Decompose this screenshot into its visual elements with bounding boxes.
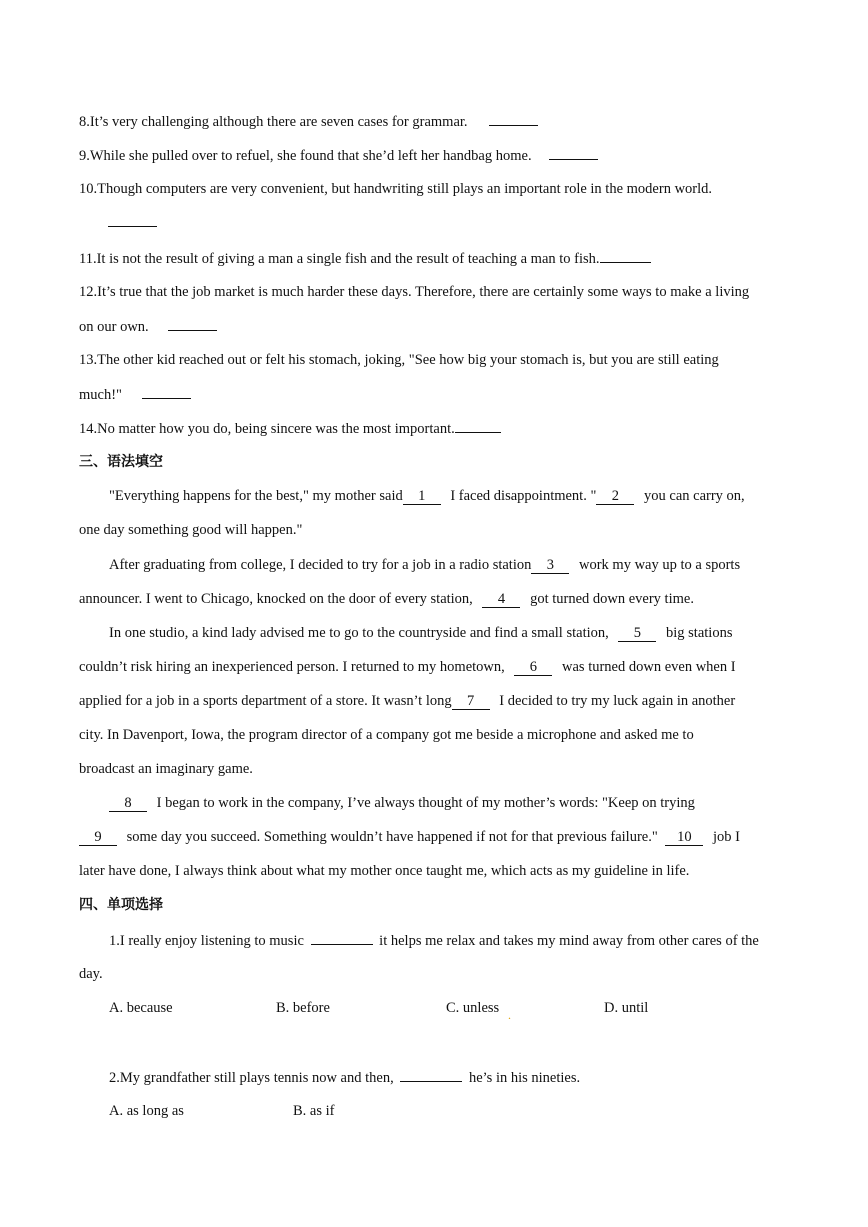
answer-blank[interactable]	[142, 384, 191, 399]
section-heading-grammar-fill: 三、语法填空	[79, 454, 163, 470]
answer-blank[interactable]	[600, 248, 651, 263]
passage-line: announcer. I went to Chicago, knocked on the door of every station, 4 got turned down every time.	[79, 591, 694, 607]
option-d[interactable]: D. until	[604, 1000, 649, 1016]
passage-line: later have done, I always think about what my mother once taught me, which acts as my guideline in life.	[79, 863, 690, 879]
blank-10[interactable]: 10	[665, 829, 703, 846]
blank-1[interactable]: 1	[403, 488, 441, 505]
question-13-cont: much!"	[79, 384, 191, 405]
mc-question-2: 2.My grandfather still plays tennis now and then, he’s in his nineties.	[109, 1067, 580, 1088]
passage-line: city. In Davenport, Iowa, the program director of a company got me beside a microphone and asked me to	[79, 727, 694, 743]
answer-blank[interactable]	[311, 930, 373, 945]
option-b[interactable]: B. before	[276, 1000, 330, 1016]
question-8: 8.It’s very challenging although there are seven cases for grammar.	[79, 111, 538, 132]
blank-8[interactable]: 8	[109, 795, 147, 812]
blank-5[interactable]: 5	[618, 625, 656, 642]
answer-blank[interactable]	[455, 418, 501, 433]
passage-line: After graduating from college, I decided to try for a job in a radio station 3 work my way up to a sports	[109, 557, 741, 573]
passage-line: "Everything happens for the best," my mother said 1 I faced disappointment. " 2 you can carry on,	[109, 488, 745, 504]
passage-line: broadcast an imaginary game.	[79, 761, 253, 777]
blank-3[interactable]: 3	[531, 557, 569, 574]
question-10-blank-line	[79, 212, 157, 233]
mc-question-1: 1.I really enjoy listening to music it helps me relax and takes my mind away from other cares of the	[109, 930, 759, 951]
passage-line: In one studio, a kind lady advised me to go to the countryside and find a small station, 5 big stations	[109, 625, 733, 641]
question-14: 14.No matter how you do, being sincere was the most important.	[79, 418, 501, 439]
option-a[interactable]: A. as long as	[109, 1103, 184, 1119]
option-b[interactable]: B. as if	[293, 1103, 335, 1119]
question-10: 10.Though computers are very convenient, but handwriting still plays an important role in the modern world.	[79, 181, 713, 197]
passage-line: applied for a job in a sports department of a store. It wasn’t long 7 I decided to try my luck again in another	[79, 693, 736, 709]
blank-9[interactable]: 9	[79, 829, 117, 846]
option-a[interactable]: A. because	[109, 1000, 173, 1016]
passage-line: couldn’t risk hiring an inexperienced person. I returned to my hometown, 6 was turned down even when I	[79, 659, 736, 675]
answer-blank[interactable]	[489, 111, 538, 126]
blank-2[interactable]: 2	[596, 488, 634, 505]
answer-blank[interactable]	[400, 1067, 462, 1082]
passage-line: one day something good will happen."	[79, 522, 303, 538]
passage-line: 9 some day you succeed. Something wouldn’t have happened if not for that previous failure." 10 job I	[79, 827, 740, 847]
answer-blank[interactable]	[168, 316, 217, 331]
question-12-cont: on our own.	[79, 316, 217, 337]
blank-4[interactable]: 4	[482, 591, 520, 608]
blank-7[interactable]: 7	[452, 693, 490, 710]
answer-blank[interactable]	[549, 145, 598, 160]
question-12: 12.It’s true that the job market is much harder these days. Therefore, there are certainly some ways to make a living	[79, 284, 750, 300]
question-13: 13.The other kid reached out or felt his stomach, joking, "See how big your stomach is, but you are still eating	[79, 352, 719, 368]
mark-dot-icon: .	[508, 1008, 511, 1022]
blank-6[interactable]: 6	[514, 659, 552, 676]
question-9: 9.While she pulled over to refuel, she found that she’d left her handbag home.	[79, 145, 598, 166]
passage-line: 8 I began to work in the company, I’ve always thought of my mother’s words: "Keep on trying	[109, 793, 695, 813]
section-heading-multiple-choice: 四、单项选择	[79, 897, 163, 913]
option-c[interactable]: C. unless	[446, 1000, 500, 1016]
answer-blank[interactable]	[108, 212, 157, 227]
question-11: 11.It is not the result of giving a man a single fish and the result of teaching a man to fish.	[79, 248, 651, 269]
mc-question-1-cont: day.	[79, 966, 103, 982]
